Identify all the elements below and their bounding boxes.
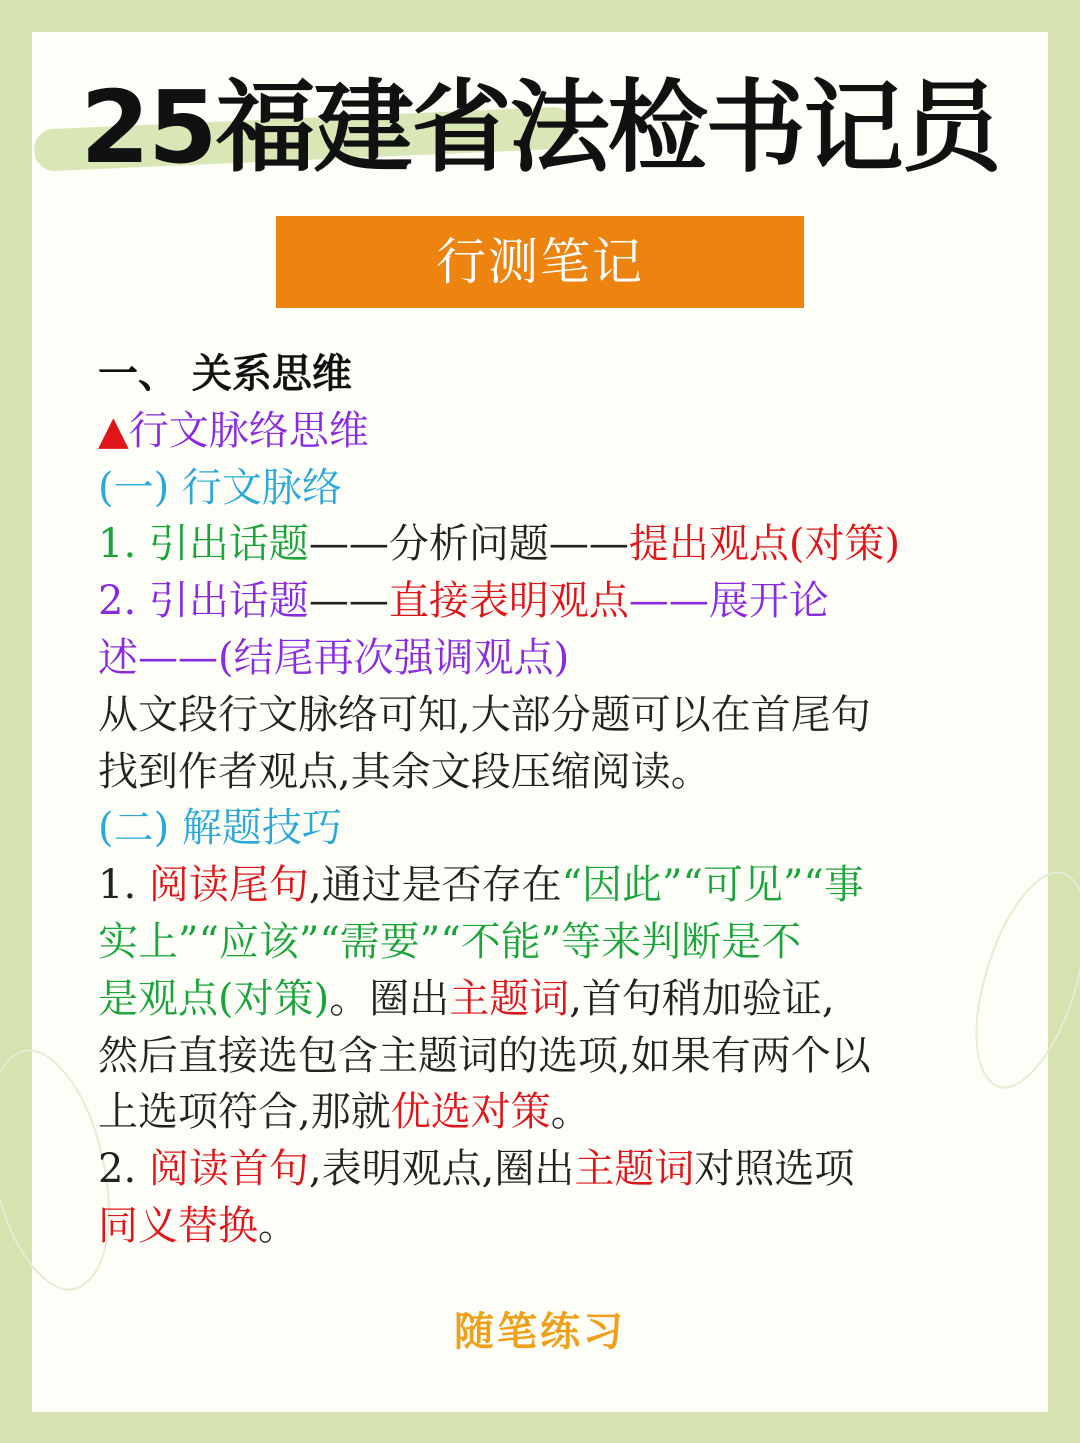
part2-heading: (二) 解题技巧	[98, 805, 342, 852]
part1-heading: (一) 行文脉络	[98, 464, 342, 511]
tip-text: 。	[258, 1202, 298, 1249]
tip-text: 1.	[98, 862, 149, 909]
tip2-line1	[98, 1141, 998, 1198]
triangle-icon: ▲	[98, 407, 129, 454]
part1-item1	[98, 516, 998, 573]
item-text: ——展开论	[628, 578, 829, 625]
tip1-line5	[98, 1084, 998, 1141]
footer-label: 随笔练习	[454, 1308, 626, 1355]
item-text: ——分析问题——	[308, 521, 629, 568]
tip-text: 2.	[98, 1146, 149, 1193]
part1-item2	[98, 573, 998, 630]
item-text: 2. 引出话题	[98, 578, 309, 625]
tip-text: 上选项符合,那就	[98, 1089, 391, 1136]
summary-line: 找到作者观点,其余文段压缩阅读。	[98, 748, 711, 795]
subtitle-badge: 行测笔记	[276, 216, 804, 308]
tip-keyword: 同义替换	[98, 1202, 258, 1249]
item-text: 直接表明观点	[388, 578, 629, 625]
tip-text: ,首句稍加验证,	[569, 975, 835, 1022]
summary-line: 从文段行文脉络可知,大部分题可以在首尾句	[98, 691, 871, 738]
tip-text: 是观点(对策)	[98, 975, 330, 1022]
part1-item2-cont: 述——(结尾再次强调观点)	[98, 634, 570, 681]
item-text: ——	[308, 578, 389, 625]
tip1-line1	[98, 857, 998, 914]
notes-body	[98, 346, 998, 1255]
tip-keyword: 阅读首句	[148, 1146, 309, 1193]
tip-text: 对照选项	[694, 1146, 855, 1193]
sub-heading-text: 行文脉络思维	[128, 407, 369, 454]
tip-text: 。圈出	[329, 975, 450, 1022]
tip-keyword: 主题词	[449, 975, 570, 1022]
tip-keyword: 优选对策	[390, 1089, 551, 1136]
item-text: 提出观点(对策)	[628, 521, 901, 568]
tip1-line4: 然后直接选包含主题词的选项,如果有两个以	[98, 1032, 871, 1079]
tip-text: “因此”“可见”“事	[561, 862, 864, 909]
tip-text: ,通过是否存在	[308, 862, 562, 909]
item-text: 1. 引出话题	[98, 521, 309, 568]
tip1-line2: 实上”“应该”“需要”“不能”等来判断是不	[98, 918, 802, 965]
tip-keyword: 阅读尾句	[148, 862, 309, 909]
tip-keyword: 主题词	[574, 1146, 695, 1193]
tip1-line3	[98, 971, 998, 1028]
page-title: 25福建省法检书记员	[80, 69, 1000, 186]
tip-text: 。	[550, 1089, 591, 1136]
section-heading: 一、 关系思维	[98, 350, 352, 397]
tip2-line2	[98, 1198, 998, 1255]
sub-heading	[98, 403, 998, 460]
tip-text: ,表明观点,圈出	[308, 1146, 575, 1193]
